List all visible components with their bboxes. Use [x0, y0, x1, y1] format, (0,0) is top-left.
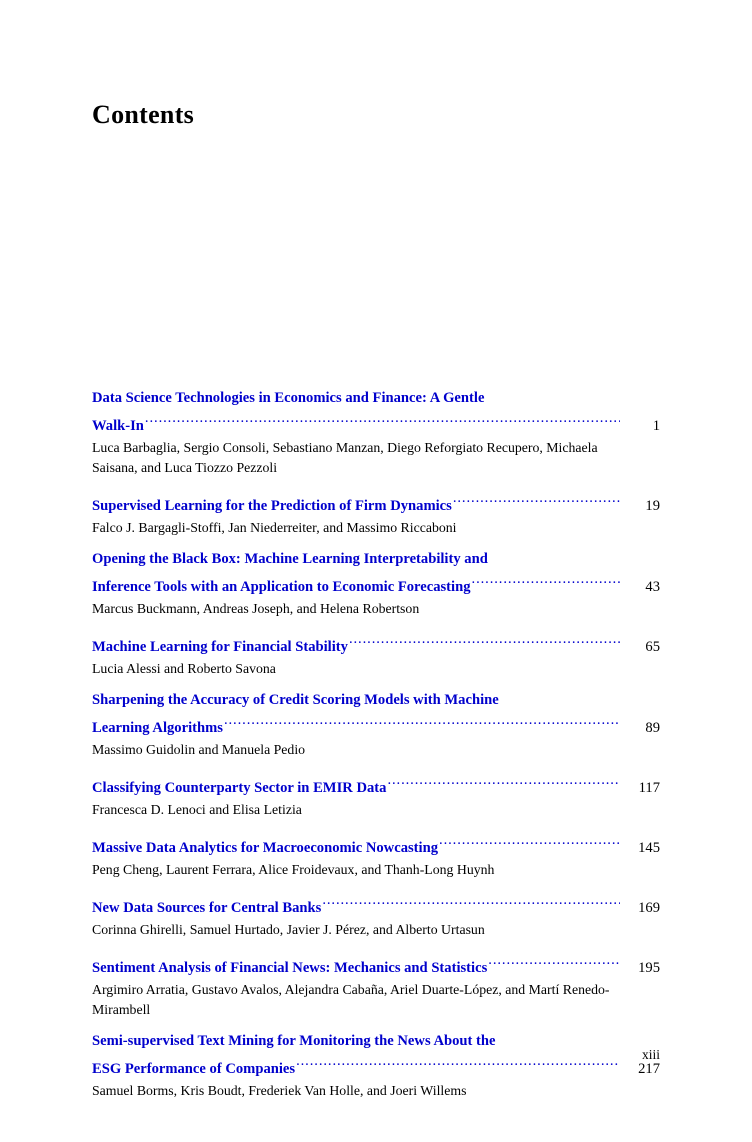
toc-entry-authors: Falco J. Bargagli-Stoffi, Jan Niederreiter, and Massimo Riccaboni	[92, 520, 457, 535]
toc-entry-authors: Francesca D. Lenoci and Elisa Letizia	[92, 802, 302, 817]
toc-entry-title-line1: Sharpening the Accuracy of Credit Scoring Models with Machine	[92, 692, 499, 708]
toc-entry-title-line1: Semi-supervised Text Mining for Monitoring the News About the	[92, 1033, 496, 1049]
page-content	[92, 0, 660, 1142]
page-folio: xiii	[641, 1047, 660, 1062]
toc-entry-title-line2: Classifying Counterparty Sector in EMIR Data	[92, 780, 387, 796]
toc-entry-title-row	[92, 570, 660, 598]
toc-entry-page: 1	[652, 418, 660, 434]
page-title: Contents	[92, 100, 195, 129]
toc-entry-title-line2: Walk-In	[92, 418, 144, 434]
toc-entry-authors: Marcus Buckmann, Andreas Joseph, and Helena Robertson	[92, 601, 420, 616]
toc-entry[interactable]	[92, 388, 660, 478]
toc-entry[interactable]	[92, 489, 660, 538]
toc-entry-page: 89	[645, 720, 660, 736]
toc-entry-title-row	[92, 831, 660, 859]
toc-entry[interactable]	[92, 891, 660, 940]
dot-leader	[488, 951, 620, 972]
toc-entry-title-row	[92, 630, 660, 658]
toc-entry-authors: Luca Barbaglia, Sergio Consoli, Sebastiano Manzan, Diego Reforgiato Recupero, Michaela Saisana, and Luca Tiozzo Pezzoli	[92, 440, 598, 475]
toc-entry-title-row	[92, 891, 660, 919]
table-of-contents	[92, 388, 660, 1112]
toc-entry-authors: Corinna Ghirelli, Samuel Hurtado, Javier J. Pérez, and Alberto Urtasun	[92, 922, 485, 937]
toc-entry-title-line1: Data Science Technologies in Economics and Finance: A Gentle	[92, 390, 485, 406]
toc-entry-page: 169	[638, 900, 660, 916]
toc-entry-title-line2: Learning Algorithms	[92, 720, 223, 736]
dot-leader	[453, 489, 620, 510]
toc-entry-title-line2: Supervised Learning for the Prediction of Firm Dynamics	[92, 498, 452, 514]
toc-entry-title-line2: Machine Learning for Financial Stability	[92, 639, 348, 655]
dot-leader	[439, 831, 620, 852]
toc-entry-title-row	[92, 489, 660, 517]
toc-entry-authors: Peng Cheng, Laurent Ferrara, Alice Froidevaux, and Thanh-Long Huynh	[92, 862, 495, 877]
dot-leader	[145, 409, 620, 430]
toc-entry-title-row	[92, 951, 660, 979]
toc-entry-authors: Massimo Guidolin and Manuela Pedio	[92, 742, 306, 757]
toc-entry-title-line2: ESG Performance of Companies	[92, 1061, 296, 1077]
toc-entry-page: 145	[638, 840, 660, 856]
toc-entry[interactable]	[92, 831, 660, 880]
toc-entry-page: 195	[638, 960, 660, 976]
toc-entry-page: 65	[645, 639, 660, 655]
toc-entry-page: 43	[645, 579, 660, 595]
toc-entry-title-row	[92, 409, 660, 437]
toc-entry[interactable]	[92, 951, 660, 1020]
dot-leader	[387, 771, 620, 792]
toc-entry-authors: Argimiro Arratia, Gustavo Avalos, Alejandra Cabaña, Ariel Duarte-López, and Martí Renedo-Mirambell	[92, 982, 610, 1017]
toc-entry-title-line2: Inference Tools with an Application to Economic Forecasting	[92, 579, 471, 595]
toc-entry-title-line2: Massive Data Analytics for Macroeconomic Nowcasting	[92, 840, 439, 856]
toc-entry[interactable]	[92, 771, 660, 820]
toc-entry-authors: Lucia Alessi and Roberto Savona	[92, 661, 276, 676]
toc-entry-page: 117	[638, 780, 660, 796]
toc-entry-authors: Samuel Borms, Kris Boudt, Frederiek Van Holle, and Joeri Willems	[92, 1083, 467, 1098]
toc-entry-title-line1: Opening the Black Box: Machine Learning Interpretability and	[92, 551, 488, 567]
toc-entry-title-row	[92, 771, 660, 799]
toc-entry-title-line2: Sentiment Analysis of Financial News: Mechanics and Statistics	[92, 960, 488, 976]
toc-entry-page: 217	[638, 1061, 660, 1077]
toc-entry[interactable]	[92, 690, 660, 760]
toc-entry[interactable]	[92, 630, 660, 679]
toc-entry-title-row	[92, 711, 660, 739]
dot-leader	[322, 891, 620, 912]
toc-entry-title-line2: New Data Sources for Central Banks	[92, 900, 322, 916]
toc-entry-page: 19	[645, 498, 660, 514]
toc-entry[interactable]	[92, 1031, 660, 1101]
dot-leader	[224, 711, 620, 732]
dot-leader	[349, 630, 620, 651]
dot-leader	[472, 570, 620, 591]
toc-entry[interactable]	[92, 549, 660, 619]
